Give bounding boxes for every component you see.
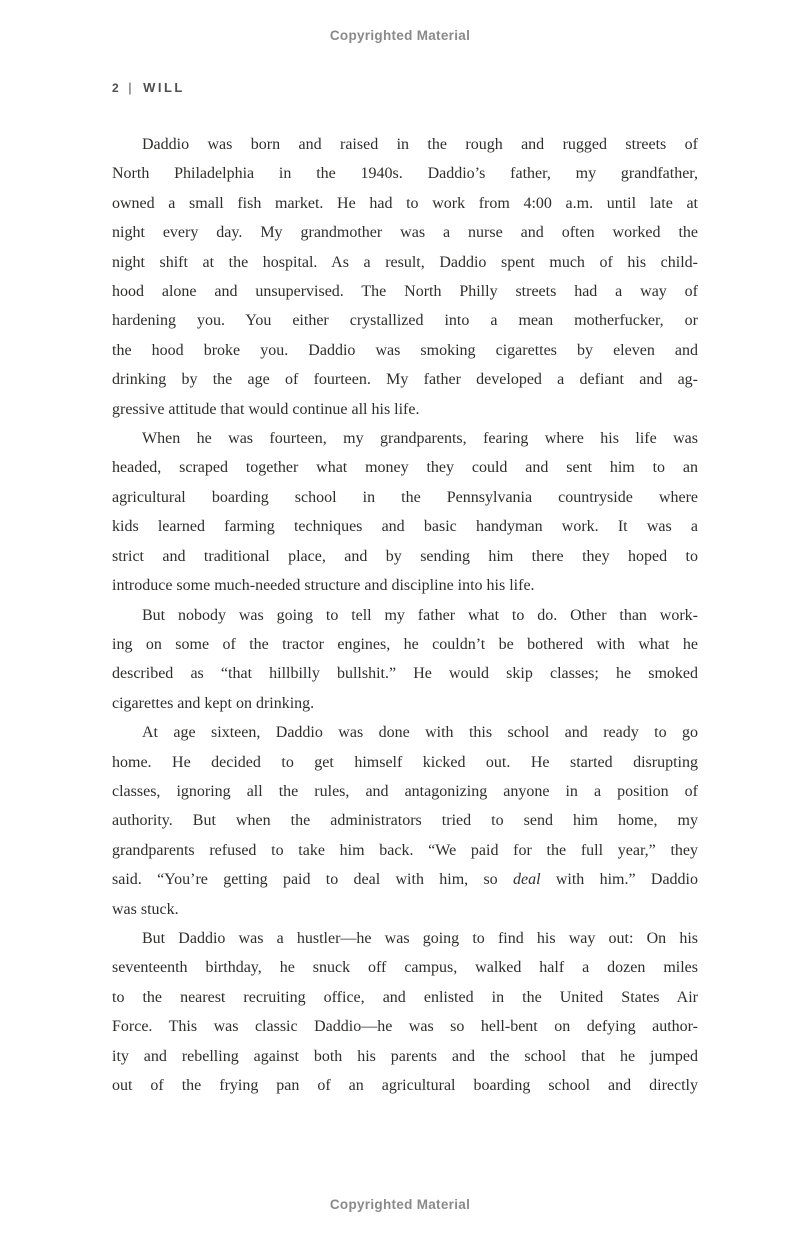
text-line: owned a small fish market. He had to work from 4:00 a.m. until late at [112,194,698,212]
paragraph [112,130,698,424]
page-number: 2 [112,81,122,95]
text-line: At age sixteen, Daddio was done with this school and ready to go [142,724,698,742]
body-text [112,130,698,1100]
paragraph [112,601,698,719]
text-line: kids learned farming techniques and basic handyman work. It was a [112,518,698,536]
paragraph [112,924,698,1100]
text-line: described as “that hillbilly bullshit.” He would skip classes; he smoked [112,665,698,683]
header-separator: | [128,80,135,95]
text-line: the hood broke you. Daddio was smoking cigarettes by eleven and [112,341,698,359]
text-line: Daddio was born and raised in the rough and rugged streets of [142,136,698,153]
text-line: cigarettes and kept on drinking. [112,694,315,712]
text-line: But nobody was going to tell my father what to do. Other than work- [142,606,698,624]
text-line: headed, scraped together what money they could and sent him to an [112,459,698,477]
text-line: ity and rebelling against both his parents and the school that he jumped [112,1047,698,1065]
text-line: When he was fourteen, my grandparents, fearing where his life was [142,430,698,448]
text-line: gressive attitude that would continue all his life. [112,400,420,418]
text-line: night every day. My grandmother was a nurse and often worked the [112,224,698,242]
text-line: home. He decided to get himself kicked out. He started disrupting [112,753,698,771]
text-line: out of the frying pan of an agricultural boarding school and directly [112,1077,698,1094]
text-line: classes, ignoring all the rules, and antagonizing anyone in a position of [112,782,698,800]
paragraph [112,424,698,600]
text-line: agricultural boarding school in the Pennsylvania countryside where [112,488,698,506]
text-line: was stuck. [112,900,179,918]
text-line: night shift at the hospital. As a result, Daddio spent much of his child- [112,253,698,271]
text-line: drinking by the age of fourteen. My father developed a defiant and ag- [112,371,698,389]
text-line: seventeenth birthday, he snuck off campus, walked half a dozen miles [112,959,698,977]
text-line: North Philadelphia in the 1940s. Daddio’s father, my grandfather, [112,165,698,183]
text-line: grandparents refused to take him back. “We paid for the full year,” they [112,841,698,859]
copyright-notice-top: Copyrighted Material [329,28,471,43]
copyright-notice-bottom: Copyrighted Material [329,1197,471,1212]
text-line: authority. But when the administrators tried to send him home, my [112,812,698,830]
running-header [112,80,185,95]
text-line: said. “You’re getting paid to deal with him, so deal with him.” Daddio [112,871,698,889]
text-line: strict and traditional place, and by sending him there they hoped to [112,547,698,565]
text-line: Force. This was classic Daddio—he was so hell-bent on defying author- [112,1018,698,1036]
book-title: WILL [143,80,185,95]
text-line: ing on some of the tractor engines, he couldn’t be bothered with what he [112,635,698,653]
text-line: to the nearest recruiting office, and enlisted in the United States Air [112,988,698,1006]
text-line: But Daddio was a hustler—he was going to find his way out: On his [142,929,698,947]
text-line: introduce some much-needed structure and discipline into his life. [112,577,535,595]
paragraph [112,718,698,924]
text-line: hardening you. You either crystallized into a mean motherfucker, or [112,312,698,330]
text-line: hood alone and unsupervised. The North Philly streets had a way of [112,283,698,301]
